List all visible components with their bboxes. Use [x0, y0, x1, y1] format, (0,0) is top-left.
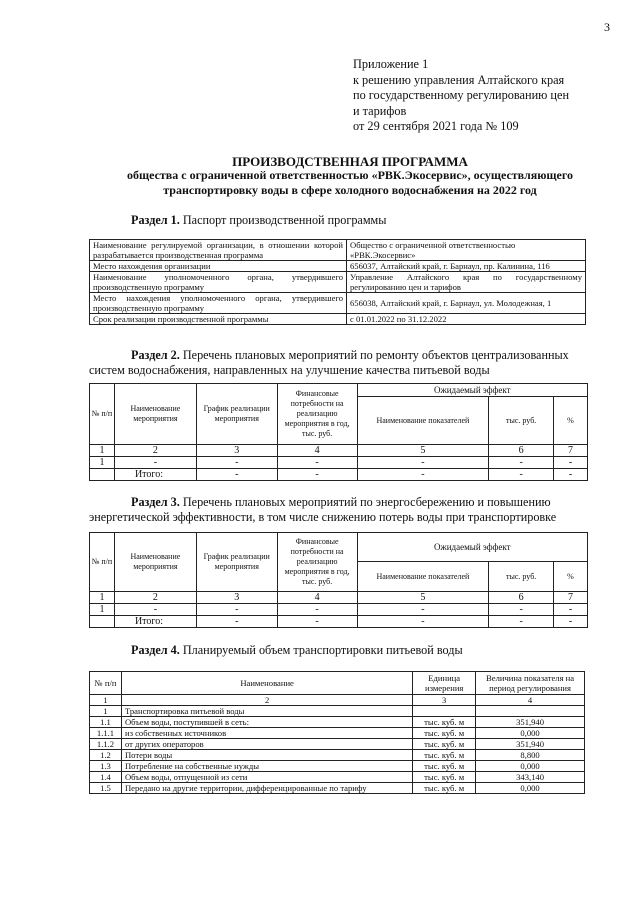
column-header: № п/п — [90, 672, 122, 695]
table-cell: 4 — [277, 445, 357, 457]
table-row — [90, 272, 586, 293]
section4-title: Планируемый объем транспортировки питьевой воды — [182, 643, 463, 657]
table-row — [90, 314, 586, 325]
column-header: тыс. руб. — [489, 397, 554, 445]
table-cell: - — [196, 604, 277, 616]
column-header: Наименование мероприятия — [114, 384, 196, 445]
table-cell: от других операторов — [121, 739, 412, 750]
table-cell: с 01.01.2022 по 31.12.2022 — [347, 314, 586, 325]
table-cell: - — [277, 616, 357, 628]
table-row — [90, 616, 588, 628]
column-header: Финансовые потребности на реализацию мероприятия в год, тыс. руб. — [277, 533, 357, 592]
table-cell: - — [277, 457, 357, 469]
table-cell: 1.5 — [90, 783, 122, 794]
table-cell: 1 — [90, 592, 115, 604]
table-cell: - — [554, 604, 588, 616]
table-cell: 2 — [114, 445, 196, 457]
table-header-row — [90, 533, 588, 562]
table-cell — [476, 706, 585, 717]
table-cell: Место нахождения организации — [90, 261, 347, 272]
table-cell: 1.1.2 — [90, 739, 122, 750]
table-row — [90, 750, 585, 761]
table-row — [90, 728, 585, 739]
table-cell: - — [277, 469, 357, 481]
section1-title: Паспорт производственной программы — [182, 213, 387, 227]
table-cell: 5 — [357, 445, 489, 457]
table-cell: 0,000 — [476, 783, 585, 794]
annex-line: по государственному регулированию цен — [353, 88, 570, 102]
table-cell: - — [196, 457, 277, 469]
section4-heading — [131, 643, 463, 658]
table-row — [90, 469, 588, 481]
table-cell: 1.1.1 — [90, 728, 122, 739]
table-row — [90, 706, 585, 717]
table-row — [90, 261, 586, 272]
table-cell: Объем воды, отпущенной из сети — [121, 772, 412, 783]
section3-heading — [89, 495, 589, 525]
table-cell: - — [114, 604, 196, 616]
column-numbers-row — [90, 445, 588, 457]
table-cell: 4 — [476, 695, 585, 706]
table-cell: Объем воды, поступившей в сеть: — [121, 717, 412, 728]
section3-label: Раздел 3. — [131, 495, 180, 509]
annex-line: и тарифов — [353, 103, 407, 118]
table-cell: 2 — [121, 695, 412, 706]
energy-measures-table — [89, 532, 588, 628]
table-cell: - — [489, 616, 554, 628]
column-header: тыс. руб. — [489, 562, 554, 592]
table-row — [90, 457, 588, 469]
table-cell: 656038, Алтайский край, г. Барнаул, ул. Молодежная, 1 — [347, 293, 586, 314]
table-cell: - — [489, 604, 554, 616]
annex-line: Приложение 1 — [353, 57, 429, 71]
column-numbers-row — [90, 592, 588, 604]
column-header: График реализации мероприятия — [196, 384, 277, 445]
document-subtitle — [60, 168, 640, 197]
table-cell: 0,000 — [476, 728, 585, 739]
table-cell: 6 — [489, 592, 554, 604]
table-cell: Общество с ограниченной ответственностью «РВК.Экосервис» — [347, 240, 586, 261]
table-cell: Срок реализации производственной программы — [90, 314, 347, 325]
table-cell: Наименование уполномоченного органа, утвердившего производственную программу — [90, 272, 347, 293]
table-cell: 1.4 — [90, 772, 122, 783]
table-cell: из собственных источников — [121, 728, 412, 739]
table-cell: 1.2 — [90, 750, 122, 761]
column-header: Наименование — [121, 672, 412, 695]
column-header: Финансовые потребности на реализацию мероприятия в год, тыс. руб. — [277, 384, 357, 445]
repair-measures-table — [89, 383, 588, 481]
table-cell: 3 — [196, 445, 277, 457]
table-cell: Транспортировка питьевой воды — [121, 706, 412, 717]
table-cell: 351,940 — [476, 717, 585, 728]
table-cell: Потребление на собственные нужды — [121, 761, 412, 772]
column-header: Ожидаемый эффект — [357, 533, 587, 562]
table-row — [90, 772, 585, 783]
table-cell: 6 — [489, 445, 554, 457]
table-cell — [90, 469, 115, 481]
section1-label: Раздел 1. — [131, 213, 180, 227]
table-cell: - — [196, 616, 277, 628]
column-header: Величина показателя на период регулирования — [476, 672, 585, 695]
table-cell: Место нахождения уполномоченного органа, утвердившего производственную программу — [90, 293, 347, 314]
column-header: Наименование показателей — [357, 397, 489, 445]
table-cell: 1.1 — [90, 717, 122, 728]
table-cell: Наименование регулируемой организации, в отношении которой разрабатывается производственная программа — [90, 240, 347, 261]
annex-block — [353, 57, 569, 135]
table-header-row — [90, 384, 588, 397]
column-header: № п/п — [90, 384, 115, 445]
annex-line: к решению управления Алтайского края — [353, 72, 565, 87]
table-cell: - — [489, 469, 554, 481]
table-cell: тыс. куб. м — [413, 761, 476, 772]
table-cell: 1 — [90, 695, 122, 706]
table-header-row — [90, 672, 585, 695]
table-row — [90, 783, 585, 794]
table-cell: 1.3 — [90, 761, 122, 772]
table-cell: Потери воды — [121, 750, 412, 761]
table-cell: - — [554, 469, 588, 481]
table-cell: Передано на другие территории, дифференцированные по тарифу — [121, 783, 412, 794]
table-cell: 1 — [90, 604, 115, 616]
table-cell: 351,940 — [476, 739, 585, 750]
table-cell — [90, 616, 115, 628]
table-cell: тыс. куб. м — [413, 783, 476, 794]
column-header: № п/п — [90, 533, 115, 592]
section1-heading — [131, 213, 386, 228]
table-cell: - — [554, 616, 588, 628]
section3-title: Перечень плановых мероприятий по энергосбережению и повышению энергетической эффективности, в том числе снижению потерь воды при транспортировке — [89, 495, 557, 524]
subtitle-line: общества с ограниченной ответственностью «РВК.Экосервис», осуществляющего — [126, 168, 574, 182]
section2-heading — [89, 348, 589, 378]
table-cell: 3 — [413, 695, 476, 706]
table-cell: 8,800 — [476, 750, 585, 761]
table-cell: - — [357, 457, 489, 469]
table-cell — [413, 706, 476, 717]
table-cell: тыс. куб. м — [413, 717, 476, 728]
table-cell: 343,140 — [476, 772, 585, 783]
table-cell: тыс. куб. м — [413, 728, 476, 739]
table-cell: - — [114, 457, 196, 469]
table-cell: - — [489, 457, 554, 469]
table-row — [90, 717, 585, 728]
annex-line: от 29 сентября 2021 года № 109 — [353, 119, 519, 133]
table-row — [90, 761, 585, 772]
table-cell: Управление Алтайского края по государственному регулированию цен и тарифов — [347, 272, 586, 293]
table-cell: Итого: — [114, 469, 196, 481]
subtitle-line: транспортировку воды в сфере холодного водоснабжения на 2022 год — [163, 182, 537, 197]
column-header: Наименование мероприятия — [114, 533, 196, 592]
table-cell: - — [554, 457, 588, 469]
column-header: График реализации мероприятия — [196, 533, 277, 592]
table-cell: - — [277, 604, 357, 616]
table-cell: 7 — [554, 445, 588, 457]
table-cell: 5 — [357, 592, 489, 604]
table-cell: 3 — [196, 592, 277, 604]
column-header: Единица измерения — [413, 672, 476, 695]
table-cell: - — [357, 604, 489, 616]
table-cell: 4 — [277, 592, 357, 604]
table-cell: - — [357, 469, 489, 481]
table-row — [90, 293, 586, 314]
column-header: Ожидаемый эффект — [357, 384, 587, 397]
table-cell: 1 — [90, 706, 122, 717]
table-row — [90, 739, 585, 750]
table-cell: 1 — [90, 457, 115, 469]
table-cell: - — [196, 469, 277, 481]
table-cell: 7 — [554, 592, 588, 604]
column-header: Наименование показателей — [357, 562, 489, 592]
table-cell: 0,000 — [476, 761, 585, 772]
section2-title: Перечень плановых мероприятий по ремонту объектов централизованных систем водоснабжения, направленных на улучшение качества питьевой воды — [89, 348, 569, 377]
water-volume-table — [89, 671, 585, 794]
table-cell: 1 — [90, 445, 115, 457]
section4-label: Раздел 4. — [131, 643, 180, 657]
passport-table — [89, 239, 586, 325]
table-cell: Итого: — [114, 616, 196, 628]
column-header: % — [554, 397, 588, 445]
table-cell: тыс. куб. м — [413, 750, 476, 761]
column-header: % — [554, 562, 588, 592]
table-cell: - — [357, 616, 489, 628]
table-cell: тыс. куб. м — [413, 772, 476, 783]
section2-label: Раздел 2. — [131, 348, 180, 362]
table-row — [90, 240, 586, 261]
document-title: ПРОИЗВОДСТВЕННАЯ ПРОГРАММА — [232, 154, 468, 169]
page-number: 3 — [604, 20, 610, 34]
column-numbers-row — [90, 695, 585, 706]
table-row — [90, 604, 588, 616]
table-cell: тыс. куб. м — [413, 739, 476, 750]
table-cell: 656037, Алтайский край, г. Барнаул, пр. Калинина, 116 — [347, 261, 586, 272]
table-cell: 2 — [114, 592, 196, 604]
